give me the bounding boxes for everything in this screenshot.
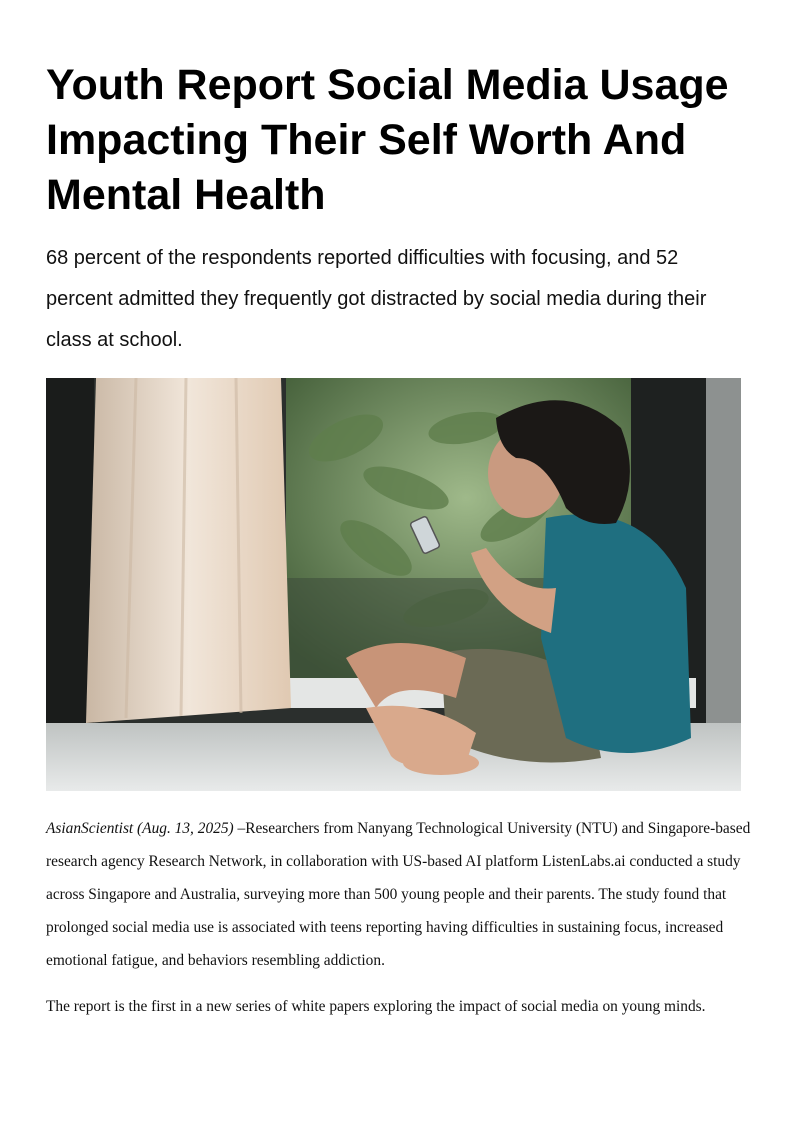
curtain (86, 378, 291, 723)
article-paragraph-1 (46, 812, 756, 977)
article-title: Youth Report Social Media Usage Impacting Their Self Worth And Mental Health (46, 61, 729, 219)
article-paragraph-2: The report is the first in a new series of white papers exploring the impact of social media on young minds. (46, 998, 706, 1015)
child-phone-illustration (46, 378, 741, 791)
article-paragraph-1-text: –Researchers from Nanyang Technological University (NTU) and Singapore-based research agency Research Network, in collaboration with US-based AI platform ListenLabs.ai conducted a study across Singapore and Australia, surveying more than 500 young people and their parents. The study found that prolonged social media use is associated with teens reporting having difficulties in sustaining focus, increased emotional fatigue, and behaviors resembling addiction. (46, 820, 751, 969)
article-byline: AsianScientist (Aug. 13, 2025) (46, 820, 234, 837)
hero-image (46, 378, 741, 791)
article-lede: 68 percent of the respondents reported difficulties with focusing, and 52 percent admitted they frequently got distracted by social media during their class at school. (46, 247, 707, 351)
foot (403, 751, 479, 775)
